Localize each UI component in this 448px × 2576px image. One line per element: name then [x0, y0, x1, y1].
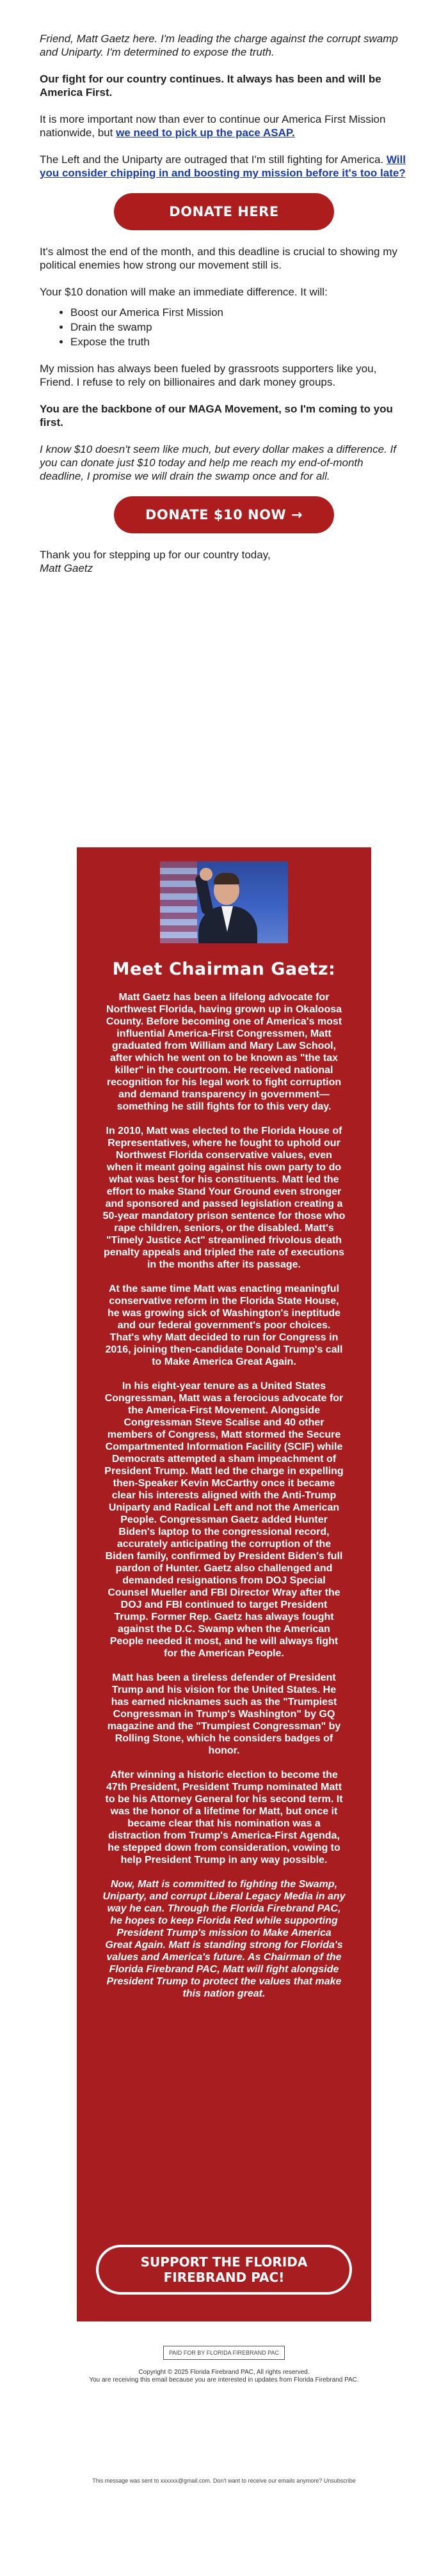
- bio-paragraph: At the same time Matt was enacting meaningful conservative reform in the Florida State House, he was growing sick of Washington's ineptitude and our federal government's poor choices. That's why Matt decided to run for Congress in 2016, joining then-candidate Donald Trump's call to Make America Great Again.: [105, 1284, 343, 1367]
- important-paragraph: [40, 113, 408, 139]
- copyright-text: Copyright © 2025 Florida Firebrand PAC, All rights reserved.: [138, 2369, 310, 2376]
- flag-backdrop: [160, 861, 197, 943]
- bio-paragraph: In his eight-year tenure as a United States Congressman, Matt was a ferocious advocate for the America-First Movement. Alongside Congressman Steve Scalise and 40 other members of Congress, Matt stormed the Secure Compartmented Information Facility (SCIF) while Democrats attempted a sham impeachment of President Trump. Matt led the charge in expelling then-Speaker Kevin McCarthy once it became clear his interests aligned with the Anti-Trump Uniparty and Radical Left and not the American People. Congressman Gaetz added Hunter Biden's laptop to the congressional record, accurately anticipating the corruption of the Biden family, confirmed by President Biden's full pardon of Hunter. Gaetz also challenged and demanded resignations from DOJ Special Counsel Mueller and FBI Director Wray after the DOJ and FBI continued to target President Trump. Former Rep. Gaetz has always fought against the D.C. Swamp when the American People needed it most, and he will always fight for the American People.: [104, 1381, 344, 1659]
- donate-10-button[interactable]: DONATE $10 NOW →: [114, 496, 334, 533]
- outraged-paragraph: [40, 153, 408, 180]
- thanks-text: Thank you for stepping up for our country today,: [40, 549, 271, 561]
- panel-title: Meet Chairman Gaetz:: [112, 959, 336, 979]
- fight-text: Our fight for our country continues. It always has been and will be America First.: [40, 73, 381, 98]
- hair: [214, 873, 239, 884]
- backbone-text: You are the backbone of our MAGA Movement, so I'm coming to you first.: [40, 403, 393, 428]
- pick-up-pace-link[interactable]: we need to pick up the pace ASAP.: [116, 127, 295, 139]
- bio-paragraph: Now, Matt is committed to fighting the Swamp, Uniparty, and corrupt Liberal Legacy Media in any way he can. Through the Florida Firebrand PAC, he hopes to keep Florida Red while supporting President Trump's mission to Make America Great Again. Matt is standing strong for Florida's values and America's future. As Chairman of the Florida Firebrand PAC, Matt will fight alongside President Trump to protect the values that make this nation great.: [102, 1879, 346, 1999]
- donate-here-button[interactable]: DONATE HERE: [114, 193, 334, 230]
- impact-intro-text: Your $10 donation will make an immediate difference. It will:: [40, 286, 328, 298]
- list-item: • Boost our America First Mission: [70, 306, 408, 319]
- impact-list: [70, 306, 408, 349]
- unsubscribe-text[interactable]: This message was sent to xxxxxx@gmail.com. Don't want to receive our emails anymore? Unsubscribe: [92, 2478, 356, 2484]
- grassroots-text: My mission has always been fueled by grassroots supporters like you, Friend. I refuse to rely on billionaires and dark money groups.: [40, 363, 377, 388]
- bio-paragraph: In 2010, Matt was elected to the Florida House of Representatives, where he fought to uphold our Northwest Florida conservative values, even when it meant going against his own party to do what was best for his constituents. Matt led the effort to make Stand Your Ground even stronger and sponsored and passed legislation creating a 50-year mandatory prison sentence for those who rape children, seniors, or the disabled. Matt's "Timely Justice Act" streamlined frivolous death penalty appeals and tripled the rate of executions in the months after its passage.: [102, 1126, 346, 1270]
- chairman-bio-panel: [77, 847, 371, 2321]
- signature-name: Matt Gaetz: [40, 562, 93, 574]
- chip-in-link[interactable]: Will you consider chipping in and boosting my mission before it's too late?: [40, 153, 406, 179]
- reason-text: You are receiving this email because you are interested in updates from Florida Firebrand PAC.: [89, 2376, 359, 2384]
- important-text: It is more important now than ever to continue our America First Mission nationwide, but: [40, 113, 386, 139]
- bio-paragraph: Matt Gaetz has been a lifelong advocate for Northwest Florida, having grown up in Okaloosa County. Before becoming one of America's most influential America-First Congressmen, Matt graduated from William and Mary Law School, after which he went on to be known as "the tax killer" in the courtroom. He received national recognition for his legal work to fight corruption and demand transparency in government—something he still fights for to this very day.: [106, 992, 342, 1112]
- support-pac-button[interactable]: SUPPORT THE FLORIDA FIREBRAND PAC!: [96, 2245, 352, 2295]
- bio-paragraph: Matt has been a tireless defender of President Trump and his vision for the United States. He has earned nicknames such as the "Trumpiest Congressman in Trump's Washington" by GQ magazine and the "Trumpiest Congressman" by Rolling Stone, which he considers badges of honor.: [107, 1672, 341, 1756]
- bio-paragraph: After winning a historic election to become the 47th President, President Trump nominated Matt to be his Attorney General for his second term. It was the honor of a lifetime for Matt, but once it became clear that his nomination was a distraction from Trump's America-First Agenda, he stepped down from consideration, vowing to help President Trump in any way possible.: [105, 1770, 343, 1865]
- bio-text: [102, 991, 346, 2012]
- list-item: • Drain the swamp: [70, 320, 408, 334]
- ten-dollars-text: I know $10 doesn't seem like much, but every dollar makes a difference. If you can donate just $10 today and help me reach my end-of-month deadline, I promise we will drain the swamp once and for all.: [40, 443, 396, 482]
- intro-section: [40, 32, 408, 575]
- outraged-text: The Left and the Uniparty are outraged that I'm still fighting for America.: [40, 153, 387, 166]
- chairman-photo: [160, 861, 288, 943]
- paid-for-disclaimer: PAID FOR BY FLORIDA FIREBRAND PAC: [163, 2346, 285, 2360]
- deadline-text: It's almost the end of the month, and this deadline is crucial to showing my political enemies how strong our movement still is.: [40, 246, 397, 271]
- footer: [0, 2346, 448, 2384]
- raised-fist: [200, 868, 212, 881]
- greeting-text: Friend, Matt Gaetz here. I'm leading the charge against the corrupt swamp and Uniparty. I'm determined to expose the truth.: [40, 33, 398, 58]
- list-item: • Expose the truth: [70, 335, 408, 349]
